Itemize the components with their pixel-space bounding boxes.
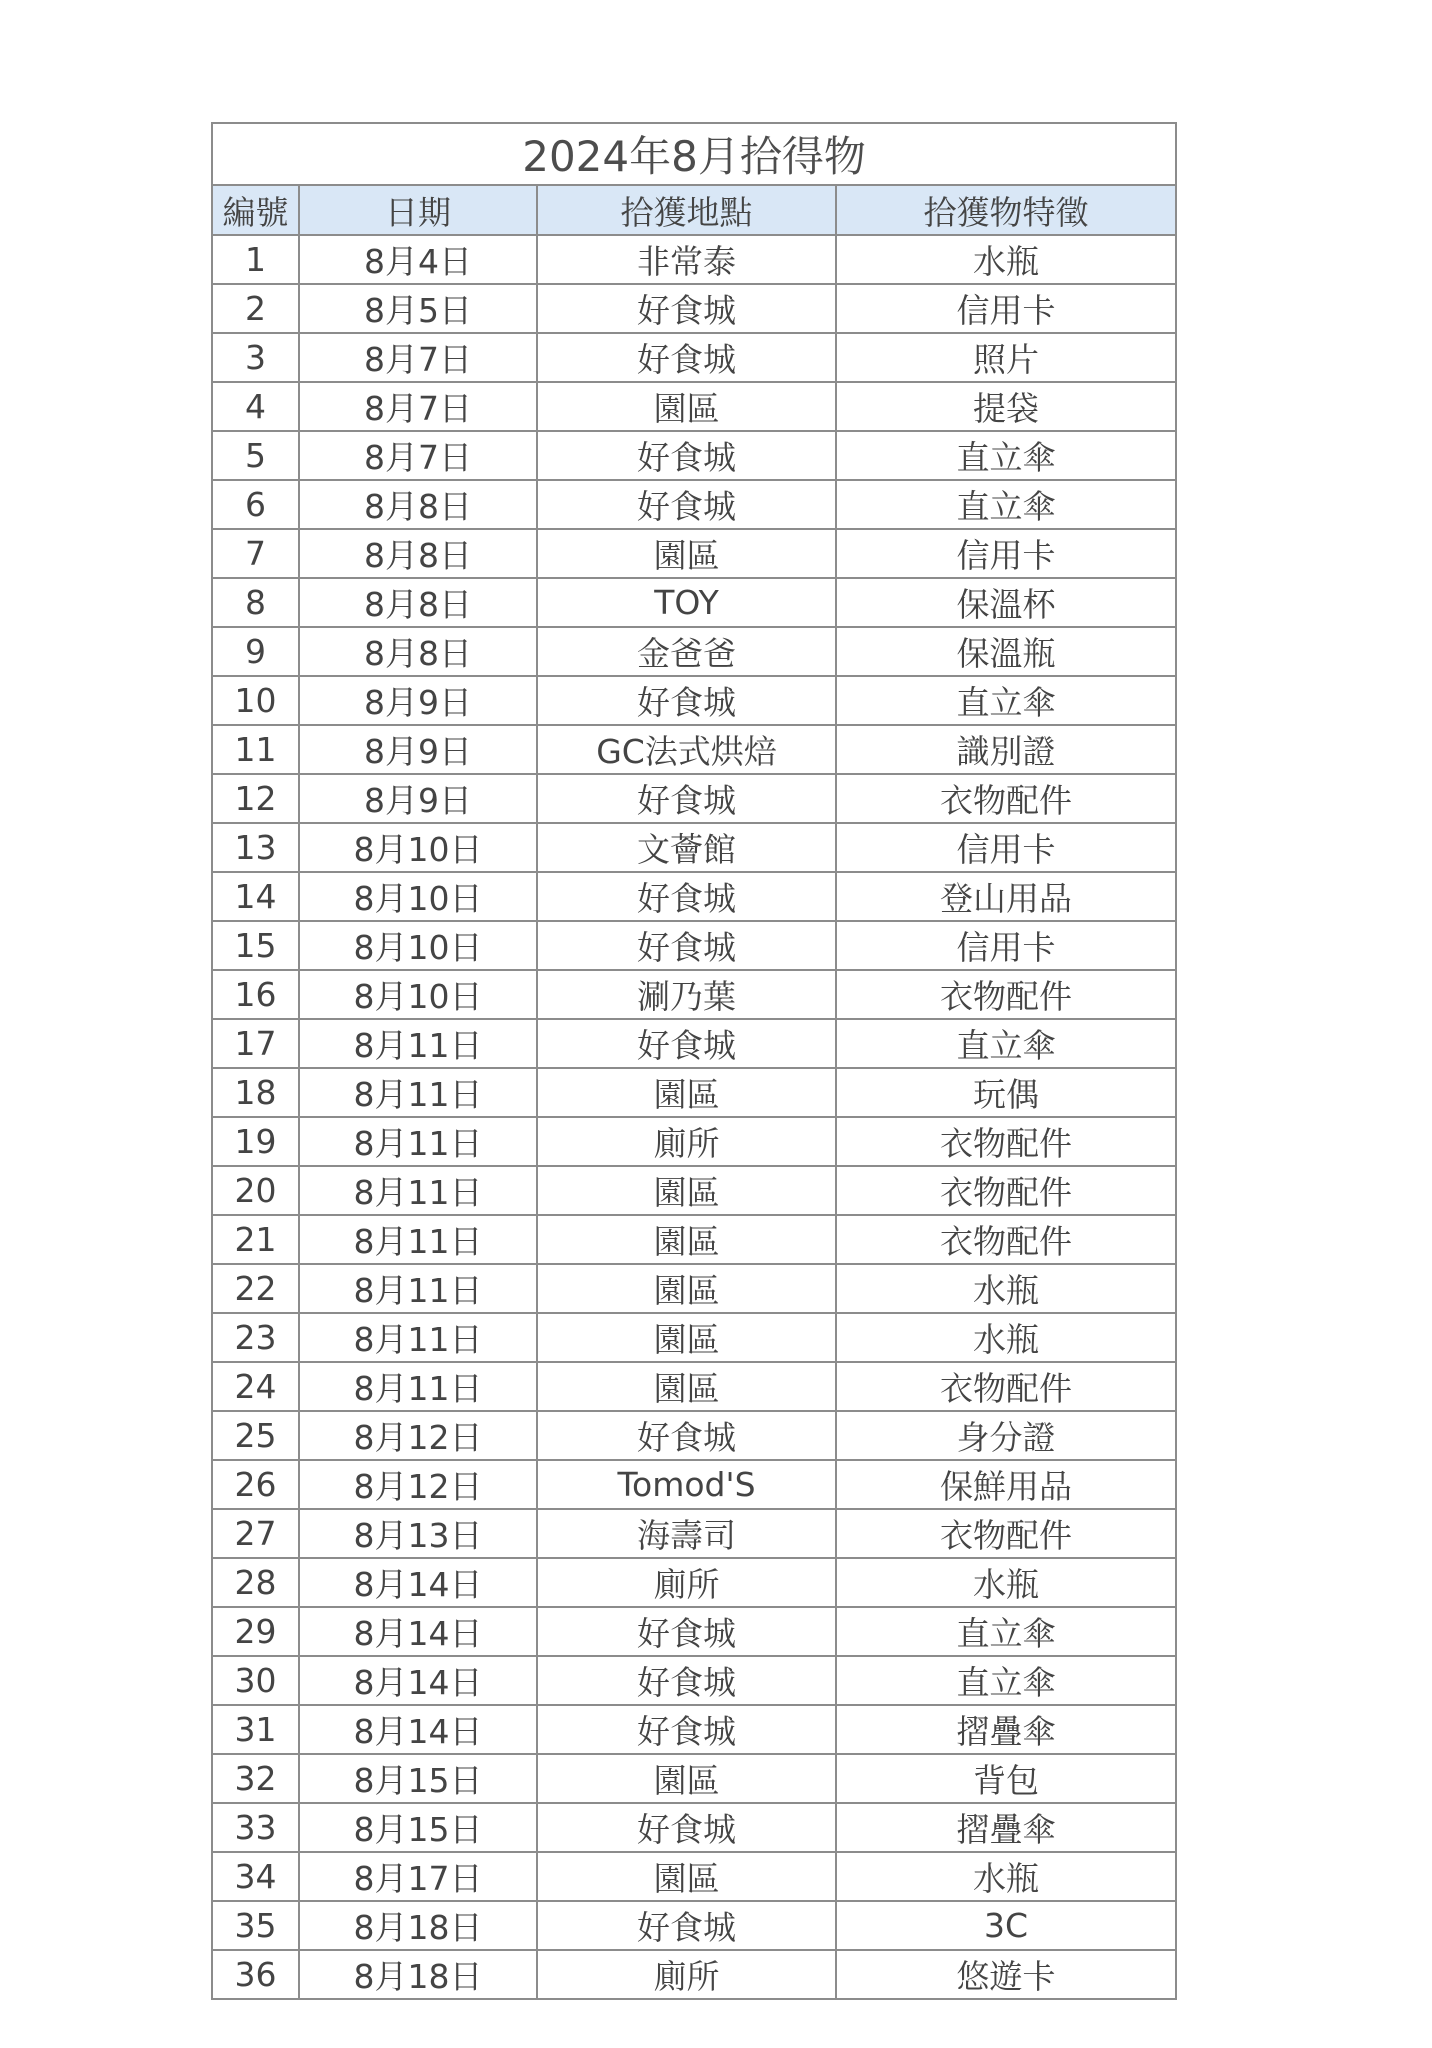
cell-number: 21 <box>212 1215 299 1264</box>
cell-number: 31 <box>212 1705 299 1754</box>
cell-item: 衣物配件 <box>836 1509 1176 1558</box>
cell-number: 20 <box>212 1166 299 1215</box>
table-row <box>212 872 1176 921</box>
cell-location: 園區 <box>537 1215 836 1264</box>
cell-date: 8月8日 <box>299 480 537 529</box>
cell-date: 8月7日 <box>299 431 537 480</box>
table-row <box>212 480 1176 529</box>
cell-number: 35 <box>212 1901 299 1950</box>
cell-date: 8月15日 <box>299 1803 537 1852</box>
table-row <box>212 529 1176 578</box>
cell-location: 廁所 <box>537 1117 836 1166</box>
cell-location: 園區 <box>537 1313 836 1362</box>
cell-number: 36 <box>212 1950 299 1999</box>
cell-number: 5 <box>212 431 299 480</box>
cell-location: 好食城 <box>537 1803 836 1852</box>
table-row <box>212 578 1176 627</box>
cell-location: 廁所 <box>537 1950 836 1999</box>
header-row <box>212 185 1176 235</box>
cell-number: 13 <box>212 823 299 872</box>
cell-number: 22 <box>212 1264 299 1313</box>
cell-item: 衣物配件 <box>836 1362 1176 1411</box>
table-title: 2024年8月拾得物 <box>212 123 1176 185</box>
cell-number: 17 <box>212 1019 299 1068</box>
table-row <box>212 1754 1176 1803</box>
column-header-date: 日期 <box>299 185 537 235</box>
cell-location: TOY <box>537 578 836 627</box>
cell-number: 29 <box>212 1607 299 1656</box>
cell-location: 好食城 <box>537 480 836 529</box>
cell-location: 好食城 <box>537 431 836 480</box>
table-row <box>212 235 1176 284</box>
table-row <box>212 921 1176 970</box>
cell-date: 8月11日 <box>299 1362 537 1411</box>
cell-item: 直立傘 <box>836 431 1176 480</box>
cell-item: 衣物配件 <box>836 1166 1176 1215</box>
cell-item: 玩偶 <box>836 1068 1176 1117</box>
table-body <box>212 235 1176 1999</box>
cell-number: 12 <box>212 774 299 823</box>
table-row <box>212 1215 1176 1264</box>
cell-date: 8月12日 <box>299 1460 537 1509</box>
cell-item: 3C <box>836 1901 1176 1950</box>
cell-date: 8月13日 <box>299 1509 537 1558</box>
cell-item: 背包 <box>836 1754 1176 1803</box>
table-row <box>212 284 1176 333</box>
table-row <box>212 1656 1176 1705</box>
cell-item: 照片 <box>836 333 1176 382</box>
cell-number: 10 <box>212 676 299 725</box>
cell-item: 水瓶 <box>836 1264 1176 1313</box>
cell-item: 保溫杯 <box>836 578 1176 627</box>
cell-date: 8月11日 <box>299 1264 537 1313</box>
cell-item: 直立傘 <box>836 1656 1176 1705</box>
cell-item: 衣物配件 <box>836 774 1176 823</box>
cell-location: 海壽司 <box>537 1509 836 1558</box>
cell-date: 8月4日 <box>299 235 537 284</box>
cell-date: 8月7日 <box>299 382 537 431</box>
cell-number: 6 <box>212 480 299 529</box>
cell-date: 8月12日 <box>299 1411 537 1460</box>
cell-number: 15 <box>212 921 299 970</box>
cell-number: 19 <box>212 1117 299 1166</box>
cell-location: 好食城 <box>537 676 836 725</box>
cell-location: 好食城 <box>537 872 836 921</box>
cell-item: 保溫瓶 <box>836 627 1176 676</box>
cell-item: 信用卡 <box>836 921 1176 970</box>
cell-item: 身分證 <box>836 1411 1176 1460</box>
cell-date: 8月9日 <box>299 725 537 774</box>
cell-date: 8月14日 <box>299 1558 537 1607</box>
table-row <box>212 823 1176 872</box>
table-row <box>212 725 1176 774</box>
cell-location: 園區 <box>537 1362 836 1411</box>
cell-item: 直立傘 <box>836 1607 1176 1656</box>
cell-location: 好食城 <box>537 333 836 382</box>
cell-number: 4 <box>212 382 299 431</box>
cell-date: 8月5日 <box>299 284 537 333</box>
cell-date: 8月18日 <box>299 1901 537 1950</box>
cell-location: 好食城 <box>537 1411 836 1460</box>
cell-number: 32 <box>212 1754 299 1803</box>
cell-number: 27 <box>212 1509 299 1558</box>
cell-item: 衣物配件 <box>836 1215 1176 1264</box>
cell-item: 水瓶 <box>836 235 1176 284</box>
column-header-number: 編號 <box>212 185 299 235</box>
table-row <box>212 1313 1176 1362</box>
cell-location: 好食城 <box>537 1656 836 1705</box>
cell-number: 11 <box>212 725 299 774</box>
cell-number: 23 <box>212 1313 299 1362</box>
cell-item: 水瓶 <box>836 1313 1176 1362</box>
cell-number: 18 <box>212 1068 299 1117</box>
cell-item: 保鮮用品 <box>836 1460 1176 1509</box>
cell-item: 水瓶 <box>836 1558 1176 1607</box>
table-row <box>212 1117 1176 1166</box>
cell-location: 文薈館 <box>537 823 836 872</box>
cell-item: 衣物配件 <box>836 970 1176 1019</box>
cell-number: 1 <box>212 235 299 284</box>
table-row <box>212 774 1176 823</box>
table-row <box>212 1019 1176 1068</box>
cell-date: 8月11日 <box>299 1313 537 1362</box>
table-row <box>212 1362 1176 1411</box>
cell-number: 33 <box>212 1803 299 1852</box>
cell-date: 8月10日 <box>299 970 537 1019</box>
cell-date: 8月8日 <box>299 529 537 578</box>
cell-date: 8月14日 <box>299 1705 537 1754</box>
table-row <box>212 627 1176 676</box>
table-row <box>212 1705 1176 1754</box>
cell-number: 28 <box>212 1558 299 1607</box>
table-row <box>212 1950 1176 1999</box>
cell-date: 8月18日 <box>299 1950 537 1999</box>
cell-number: 9 <box>212 627 299 676</box>
table-row <box>212 333 1176 382</box>
cell-number: 2 <box>212 284 299 333</box>
cell-number: 7 <box>212 529 299 578</box>
table-row <box>212 676 1176 725</box>
cell-item: 信用卡 <box>836 823 1176 872</box>
cell-location: 好食城 <box>537 1901 836 1950</box>
cell-location: 園區 <box>537 1754 836 1803</box>
cell-location: 好食城 <box>537 1607 836 1656</box>
cell-location: 好食城 <box>537 284 836 333</box>
table-row <box>212 431 1176 480</box>
cell-location: GC法式烘焙 <box>537 725 836 774</box>
cell-number: 3 <box>212 333 299 382</box>
cell-location: 廁所 <box>537 1558 836 1607</box>
cell-location: 園區 <box>537 1264 836 1313</box>
cell-date: 8月15日 <box>299 1754 537 1803</box>
cell-item: 衣物配件 <box>836 1117 1176 1166</box>
cell-item: 識別證 <box>836 725 1176 774</box>
cell-location: 好食城 <box>537 774 836 823</box>
cell-number: 34 <box>212 1852 299 1901</box>
cell-date: 8月7日 <box>299 333 537 382</box>
lost-items-sheet <box>211 122 1175 2000</box>
table-row <box>212 1803 1176 1852</box>
table-row <box>212 1411 1176 1460</box>
cell-location: 金爸爸 <box>537 627 836 676</box>
cell-item: 摺疊傘 <box>836 1803 1176 1852</box>
cell-date: 8月11日 <box>299 1019 537 1068</box>
table-row <box>212 1607 1176 1656</box>
cell-item: 登山用品 <box>836 872 1176 921</box>
cell-item: 悠遊卡 <box>836 1950 1176 1999</box>
cell-item: 直立傘 <box>836 480 1176 529</box>
cell-item: 提袋 <box>836 382 1176 431</box>
cell-location: 園區 <box>537 529 836 578</box>
table-row <box>212 1460 1176 1509</box>
cell-date: 8月11日 <box>299 1068 537 1117</box>
cell-date: 8月14日 <box>299 1607 537 1656</box>
cell-location: Tomod'S <box>537 1460 836 1509</box>
cell-location: 園區 <box>537 382 836 431</box>
cell-item: 直立傘 <box>836 1019 1176 1068</box>
cell-date: 8月8日 <box>299 627 537 676</box>
cell-location: 園區 <box>537 1068 836 1117</box>
cell-date: 8月10日 <box>299 823 537 872</box>
cell-number: 14 <box>212 872 299 921</box>
cell-date: 8月11日 <box>299 1117 537 1166</box>
cell-location: 非常泰 <box>537 235 836 284</box>
cell-item: 直立傘 <box>836 676 1176 725</box>
cell-number: 24 <box>212 1362 299 1411</box>
cell-number: 26 <box>212 1460 299 1509</box>
cell-date: 8月17日 <box>299 1852 537 1901</box>
table-row <box>212 1264 1176 1313</box>
cell-item: 信用卡 <box>836 529 1176 578</box>
cell-location: 涮乃葉 <box>537 970 836 1019</box>
cell-date: 8月11日 <box>299 1215 537 1264</box>
cell-item: 摺疊傘 <box>836 1705 1176 1754</box>
table-row <box>212 1166 1176 1215</box>
cell-date: 8月9日 <box>299 676 537 725</box>
lost-items-table <box>211 122 1177 2000</box>
cell-date: 8月10日 <box>299 872 537 921</box>
table-row <box>212 1068 1176 1117</box>
cell-location: 好食城 <box>537 921 836 970</box>
column-header-item: 拾獲物特徵 <box>836 185 1176 235</box>
cell-location: 好食城 <box>537 1019 836 1068</box>
cell-number: 30 <box>212 1656 299 1705</box>
cell-item: 水瓶 <box>836 1852 1176 1901</box>
cell-item: 信用卡 <box>836 284 1176 333</box>
cell-location: 好食城 <box>537 1705 836 1754</box>
cell-number: 25 <box>212 1411 299 1460</box>
cell-location: 園區 <box>537 1852 836 1901</box>
cell-date: 8月9日 <box>299 774 537 823</box>
table-row <box>212 970 1176 1019</box>
cell-date: 8月8日 <box>299 578 537 627</box>
table-row <box>212 1901 1176 1950</box>
cell-date: 8月14日 <box>299 1656 537 1705</box>
table-row <box>212 382 1176 431</box>
cell-date: 8月11日 <box>299 1166 537 1215</box>
table-row <box>212 1852 1176 1901</box>
cell-number: 8 <box>212 578 299 627</box>
table-row <box>212 1509 1176 1558</box>
cell-number: 16 <box>212 970 299 1019</box>
cell-location: 園區 <box>537 1166 836 1215</box>
cell-date: 8月10日 <box>299 921 537 970</box>
column-header-location: 拾獲地點 <box>537 185 836 235</box>
table-row <box>212 1558 1176 1607</box>
